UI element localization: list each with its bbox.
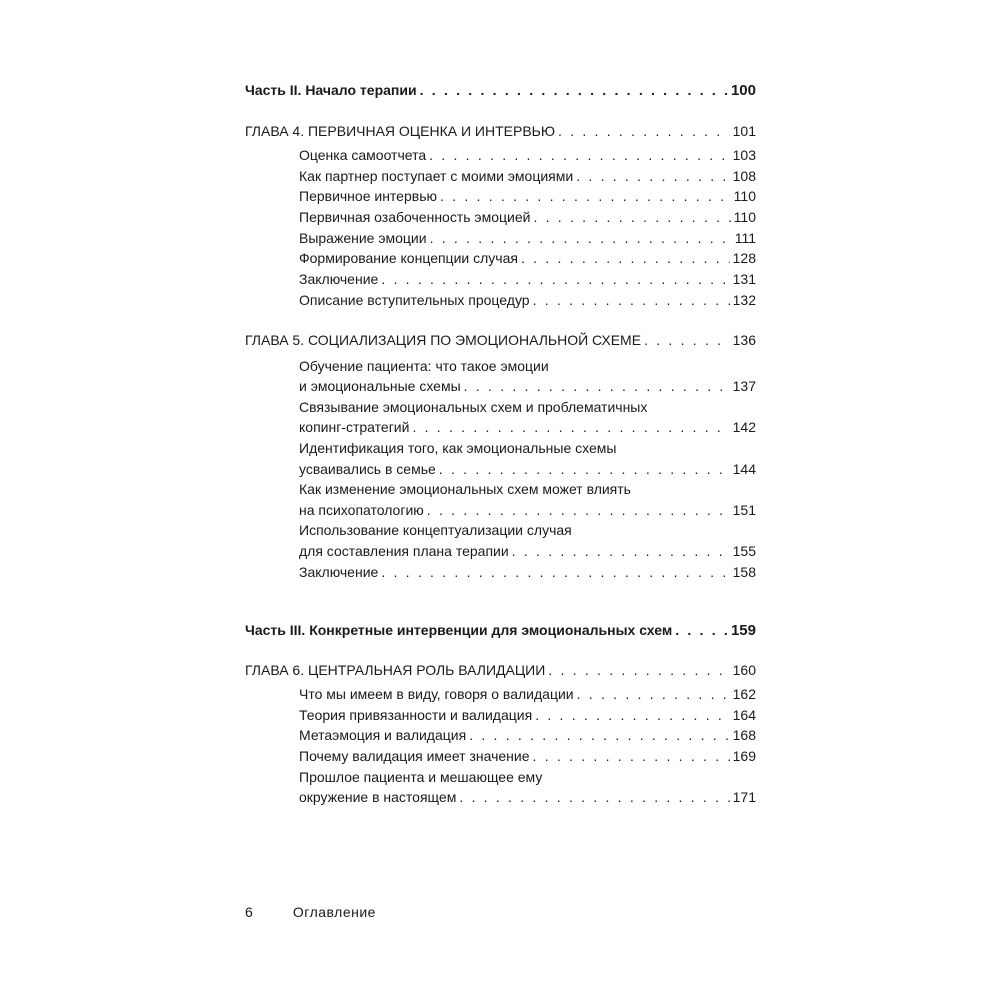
dot-leader (439, 459, 730, 479)
toc-entry[interactable] (299, 290, 756, 310)
toc-entry-first-line[interactable]: Обучение пациента: что такое эмоции (299, 358, 549, 374)
toc-chapter-title: ГЛАВА 4. ПЕРВИЧНАЯ ОЦЕНКА И ИНТЕРВЬЮ (245, 123, 556, 139)
toc-entry[interactable] (299, 145, 756, 165)
toc-page-number: 158 (732, 564, 756, 580)
toc-page-number: 164 (732, 707, 756, 723)
toc-part-title: Часть II. Начало терапии (245, 82, 417, 98)
dot-leader (420, 80, 728, 100)
toc-entry-title: Заключение (299, 564, 379, 580)
toc-entry-title: на психопатологию (299, 502, 424, 518)
toc-entry[interactable] (299, 541, 756, 561)
toc-page-number: 101 (732, 123, 756, 139)
toc-entry-title: Описание вступительных процедур (299, 292, 530, 308)
toc-chapter-heading[interactable] (245, 660, 756, 680)
toc-entry-first-line[interactable]: Прошлое пациента и мешающее ему (299, 769, 543, 785)
toc-page-number: 136 (732, 332, 756, 348)
toc-page-number: 142 (732, 419, 756, 435)
toc-entry[interactable] (299, 725, 756, 745)
dot-leader (548, 660, 729, 680)
toc-entry[interactable] (299, 248, 756, 268)
toc-entry[interactable] (299, 500, 756, 520)
toc-entry-first-line[interactable]: Связывание эмоциональных схем и проблематичных (299, 399, 648, 415)
toc-part-heading[interactable] (245, 80, 756, 100)
toc-entry-first-line[interactable]: Идентификация того, как эмоциональные схемы (299, 440, 617, 456)
toc-entry[interactable] (299, 459, 756, 479)
page-footer (245, 902, 376, 922)
toc-entry-title: усваивались в семье (299, 461, 436, 477)
toc-entry[interactable] (299, 684, 756, 704)
toc-entry[interactable] (299, 166, 756, 186)
dot-leader (464, 376, 730, 396)
toc-page-number: 110 (733, 188, 756, 204)
toc-page-number: 110 (733, 209, 756, 225)
toc-entry-title: Первичная озабоченность эмоцией (299, 209, 531, 225)
toc-page-number: 100 (730, 82, 756, 99)
toc-page-number: 132 (732, 292, 756, 308)
toc-page-number: 111 (734, 230, 756, 246)
toc-entry[interactable] (299, 376, 756, 396)
dot-leader (512, 541, 730, 561)
dot-leader (533, 290, 730, 310)
toc-page-number: 144 (732, 461, 756, 477)
toc-chapter-heading[interactable] (245, 121, 756, 141)
toc-entry[interactable] (299, 228, 756, 248)
toc-entry-title: Как партнер поступает с моими эмоциями (299, 168, 574, 184)
dot-leader (521, 248, 730, 268)
toc-page-number: 168 (732, 727, 756, 743)
toc-page-number: 103 (732, 147, 756, 163)
toc-page-number: 162 (732, 686, 756, 702)
dot-leader (675, 620, 728, 640)
footer-section-label: Оглавление (292, 904, 376, 920)
toc-page-number: 171 (732, 789, 756, 805)
toc-entry-first-line[interactable]: Использование концептуализации случая (299, 522, 572, 538)
dot-leader (533, 207, 730, 227)
toc-page-number: 155 (732, 543, 756, 559)
toc-page-number: 159 (730, 622, 756, 639)
toc-entry-title: Теория привязанности и валидация (299, 707, 533, 723)
toc-entry[interactable] (299, 746, 756, 766)
toc-entry-title: Что мы имеем в виду, говоря о валидации (299, 686, 574, 702)
toc-entry[interactable] (299, 705, 756, 725)
dot-leader (577, 684, 730, 704)
toc-page-number: 128 (732, 250, 756, 266)
dot-leader (429, 145, 730, 165)
toc-entry[interactable] (299, 417, 756, 437)
dot-leader (381, 269, 729, 289)
toc-entry-title: окружение в настоящем (299, 789, 457, 805)
toc-entry-title: Метаэмоция и валидация (299, 727, 467, 743)
toc-entry[interactable] (299, 787, 756, 807)
dot-leader (535, 705, 729, 725)
toc-entry-title: Заключение (299, 271, 379, 287)
toc-entry-title: и эмоциональные схемы (299, 378, 461, 394)
dot-leader (381, 562, 729, 582)
dot-leader (469, 725, 729, 745)
toc-chapter-title: ГЛАВА 6. ЦЕНТРАЛЬНАЯ РОЛЬ ВАЛИДАЦИИ (245, 662, 546, 678)
toc-page-number: 137 (732, 378, 756, 394)
toc-entry-title: для составления плана терапии (299, 543, 509, 559)
toc-entry-first-line[interactable]: Как изменение эмоциональных схем может влиять (299, 481, 631, 497)
toc-entry-title: Оценка самоотчета (299, 147, 427, 163)
dot-leader (533, 746, 730, 766)
toc-page-number: 151 (732, 502, 756, 518)
toc-entry-title: Выражение эмоции (299, 230, 427, 246)
toc-entry[interactable] (299, 186, 756, 206)
toc-entry-title: Почему валидация имеет значение (299, 748, 530, 764)
toc-part-heading[interactable] (245, 620, 756, 640)
toc-entry[interactable] (299, 207, 756, 227)
dot-leader (412, 417, 729, 437)
dot-leader (459, 787, 729, 807)
toc-entry[interactable] (299, 269, 756, 289)
toc-entry-title: Формирование концепции случая (299, 250, 518, 266)
toc-part-title: Часть III. Конкретные интервенции для эмоциональных схем (245, 622, 673, 638)
toc-page-number: 131 (732, 271, 756, 287)
dot-leader (427, 500, 730, 520)
toc-entry-title: Первичное интервью (299, 188, 437, 204)
toc-chapter-title: ГЛАВА 5. СОЦИАЛИЗАЦИЯ ПО ЭМОЦИОНАЛЬНОЙ СХЕМЕ (245, 332, 642, 348)
dot-leader (644, 330, 730, 350)
dot-leader (558, 121, 730, 141)
toc-chapter-heading[interactable] (245, 330, 756, 350)
dot-leader (440, 186, 731, 206)
toc-page-number: 169 (732, 748, 756, 764)
toc-entry-title: копинг-стратегий (299, 419, 410, 435)
dot-leader (576, 166, 729, 186)
toc-page-number: 108 (732, 168, 756, 184)
footer-page-number: 6 (245, 904, 253, 920)
toc-entry[interactable] (299, 562, 756, 582)
toc-page-number: 160 (732, 662, 756, 678)
dot-leader (430, 228, 732, 248)
